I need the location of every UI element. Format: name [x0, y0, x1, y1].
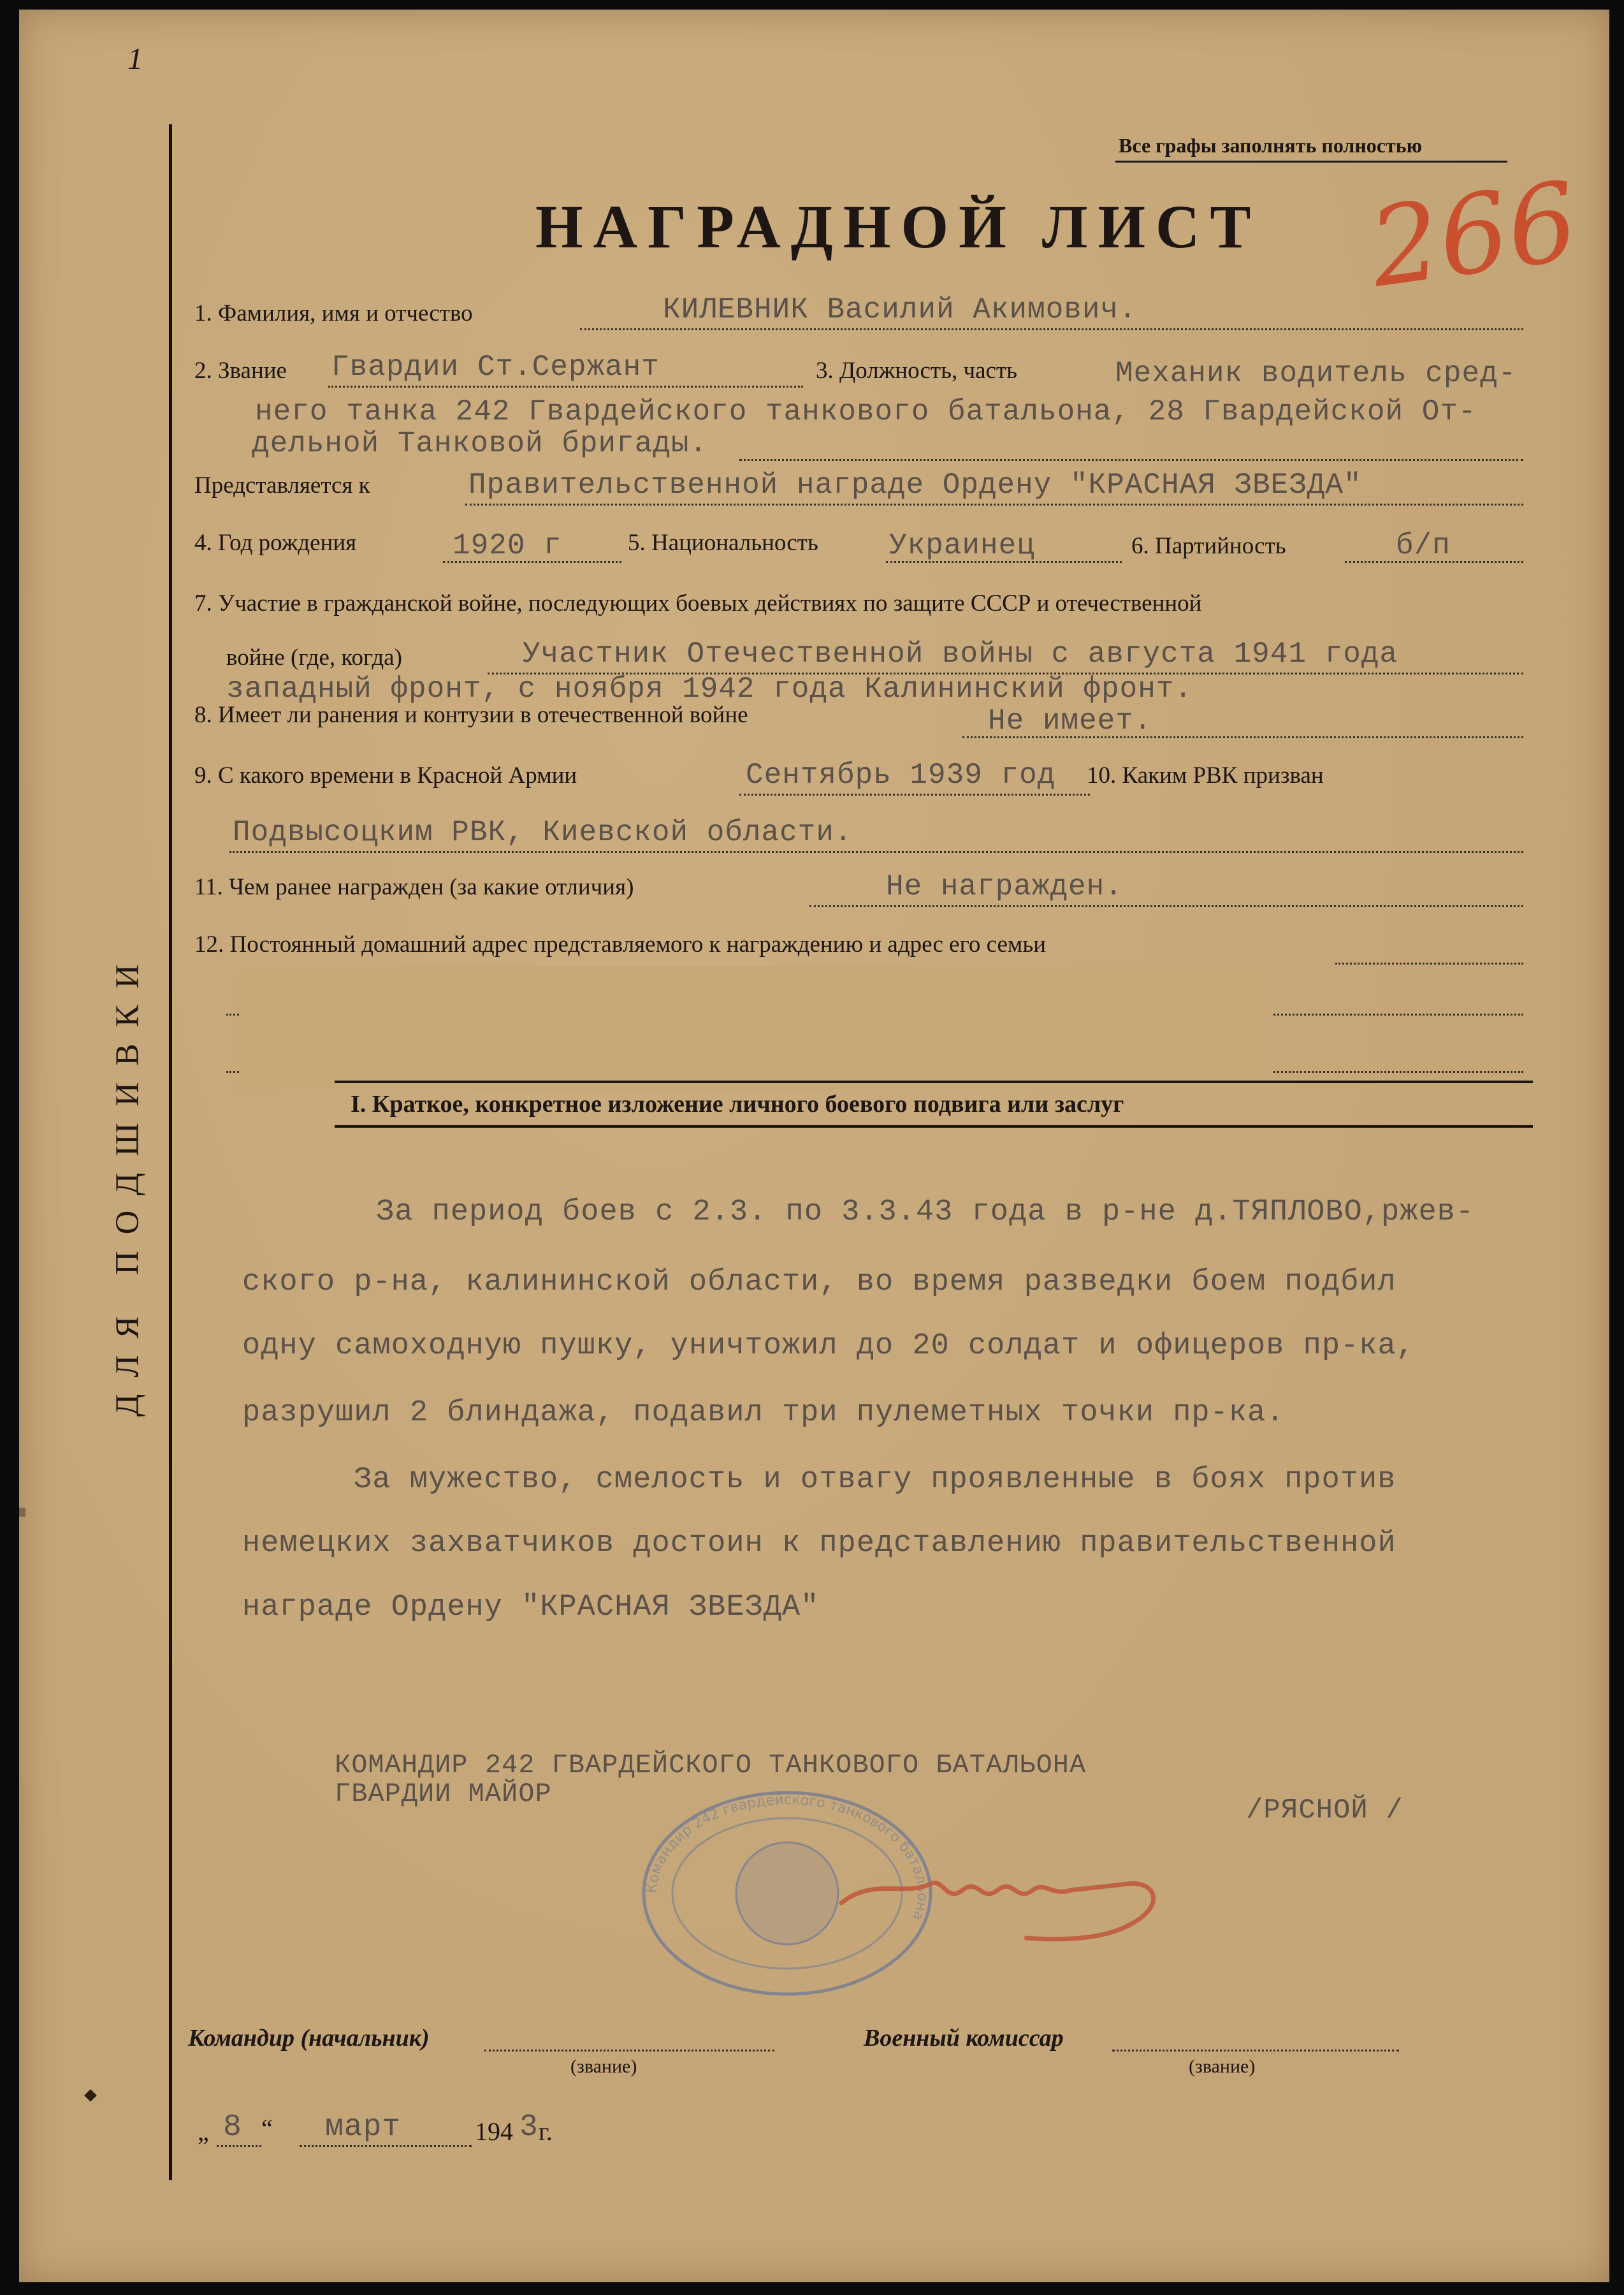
field-11-label: 11. Чем ранее награжден (за какие отличия)	[194, 874, 634, 900]
field-6-dotline	[1345, 561, 1523, 563]
date-year-suffix: 3	[519, 2110, 539, 2145]
field-2-value: Гвардии Ст.Сержант	[331, 351, 660, 384]
red-signature-icon	[835, 1858, 1205, 1954]
field-9-value: Сентябрь 1939 год	[746, 759, 1056, 792]
award-sheet	[19, 10, 1609, 2282]
date-month: март	[325, 2110, 402, 2145]
body-line-1: За период боев с 2.3. по 3.3.43 года в р-не д.ТЯПЛОВО,ржев-	[376, 1195, 1475, 1229]
date-close-quote: “	[261, 2114, 273, 2143]
field-3-label: 3. Должность, часть	[816, 358, 1017, 384]
instruction-text: Все графы заполнять полностью	[1119, 134, 1423, 157]
field-7-label-line2: войне (где, когда)	[226, 645, 402, 671]
field-6-value: б/п	[1396, 529, 1451, 562]
field-1-label: 1. Фамилия, имя и отчество	[194, 300, 473, 326]
date-g: г.	[539, 2117, 553, 2146]
field-3-value-line2: него танка 242 Гвардейского танкового батальона, 28 Гвардейской От-	[255, 395, 1477, 428]
punch-mark-top	[19, 1508, 25, 1517]
field-10-dotline	[229, 851, 1523, 853]
body-line-5: За мужество, смелость и отвагу проявленные в боях против	[354, 1463, 1396, 1497]
field-8-value: Не имеет.	[988, 704, 1152, 738]
body-line-3: одну самоходную пушку, уничтожил до 20 солдат и офицеров пр-ка,	[242, 1329, 1415, 1363]
field-3-value-line3: дельной Танковой бригады.	[252, 427, 708, 460]
body-line-2: ского р-на, калининской области, во время разведки боем подбил	[242, 1265, 1396, 1299]
field-6-label: 6. Партийность	[1131, 533, 1286, 559]
margin-vertical-label: ДЛЯ ПОДШИВКИ	[109, 947, 146, 1417]
body-line-6: немецких захватчиков достоин к представлению правительственной	[242, 1527, 1396, 1561]
field-3-dotline	[739, 459, 1523, 461]
field-12-dotline-a	[1335, 963, 1523, 965]
present-label: Представляется к	[194, 472, 370, 499]
red-handwritten-number: 266	[1362, 158, 1585, 312]
field-7-value-line2: западный фронт, с ноября 1942 года Калининский фронт.	[226, 673, 1193, 706]
binding-line	[169, 124, 172, 2180]
section-top-rule	[335, 1081, 1533, 1083]
page-title: НАГРАДНОЙ ЛИСТ	[535, 193, 1261, 261]
field-10-value: Подвысоцким РВК, Киевской области.	[233, 816, 853, 849]
commander-label: Командир (начальник)	[188, 2025, 430, 2051]
field-11-value: Не награжден.	[886, 870, 1123, 903]
signature-name: /РЯСНОЙ /	[1246, 1795, 1403, 1826]
date-month-dotline	[300, 2145, 472, 2147]
field-7-value-line1: Участник Отечественной войны с августа 1941 года	[523, 638, 1398, 671]
field-4-dotline	[443, 561, 621, 563]
field-5-dotline	[886, 561, 1122, 563]
field-3-value-line1: Механик водитель сред-	[1115, 357, 1517, 390]
redaction-block	[239, 966, 1272, 1090]
date-year-prefix: 194	[475, 2117, 513, 2146]
field-1-dotline	[580, 328, 1523, 330]
field-8-label: 8. Имеет ли ранения и контузии в отечественной войне	[194, 702, 748, 728]
field-8-dotline	[962, 736, 1523, 738]
field-11-dotline	[809, 905, 1523, 907]
field-5-label: 5. Национальность	[628, 530, 818, 556]
date-day: 8	[223, 2110, 242, 2145]
present-value: Правительственной награде Ордену "КРАСНАЯ ЗВЕЗДА"	[468, 469, 1362, 502]
field-4-label: 4. Год рождения	[194, 530, 357, 556]
field-2-dotline	[328, 386, 803, 388]
field-10-label: 10. Каким РВК призван	[1087, 762, 1324, 789]
stamp-text: Командир 242 гвардейского танкового батальона	[644, 1791, 931, 1923]
date-open-quote: „	[198, 2117, 209, 2146]
signature-line-2: ГВАРДИИ МАЙОР	[335, 1779, 552, 1809]
instruction-underline	[1115, 161, 1507, 163]
punch-mark-bottom	[84, 2089, 97, 2102]
field-9-label: 9. С какого времени в Красной Армии	[194, 762, 577, 789]
commissar-dotline	[1112, 2050, 1399, 2051]
signature-line-1: КОМАНДИР 242 ГВАРДЕЙСКОГО ТАНКОВОГО БАТАЛЬОНА	[335, 1750, 1087, 1781]
section-bottom-rule	[335, 1125, 1533, 1128]
field-5-value: Украинец	[889, 529, 1035, 562]
present-dotline	[465, 504, 1523, 506]
commissar-label: Военный комиссар	[864, 2025, 1064, 2051]
field-1-value: КИЛЕВНИК Василий Акимович.	[663, 293, 1137, 326]
corner-mark: 1	[127, 42, 143, 76]
field-12-label: 12. Постоянный домашний адрес представляемого к награждению и адрес его семьи	[194, 931, 1046, 958]
field-9-dotline	[739, 794, 1090, 796]
commissar-rank-hint: (звание)	[1189, 2056, 1256, 2077]
field-4-value: 1920 г	[453, 529, 562, 562]
field-7-label-line1: 7. Участие в гражданской войне, последующих боевых действиях по защите СССР и отечественной	[194, 590, 1202, 616]
body-line-4: разрушил 2 блиндажа, подавил три пулеметных точки пр-ка.	[242, 1396, 1285, 1430]
field-2-label: 2. Звание	[194, 358, 287, 384]
section-heading: I. Краткое, конкретное изложение личного боевого подвига или заслуг	[351, 1091, 1124, 1118]
date-day-dotline	[217, 2145, 261, 2147]
body-line-7: награде Ордену "КРАСНАЯ ЗВЕЗДА"	[242, 1591, 820, 1624]
commander-rank-hint: (звание)	[570, 2056, 637, 2077]
commander-dotline	[484, 2050, 774, 2051]
